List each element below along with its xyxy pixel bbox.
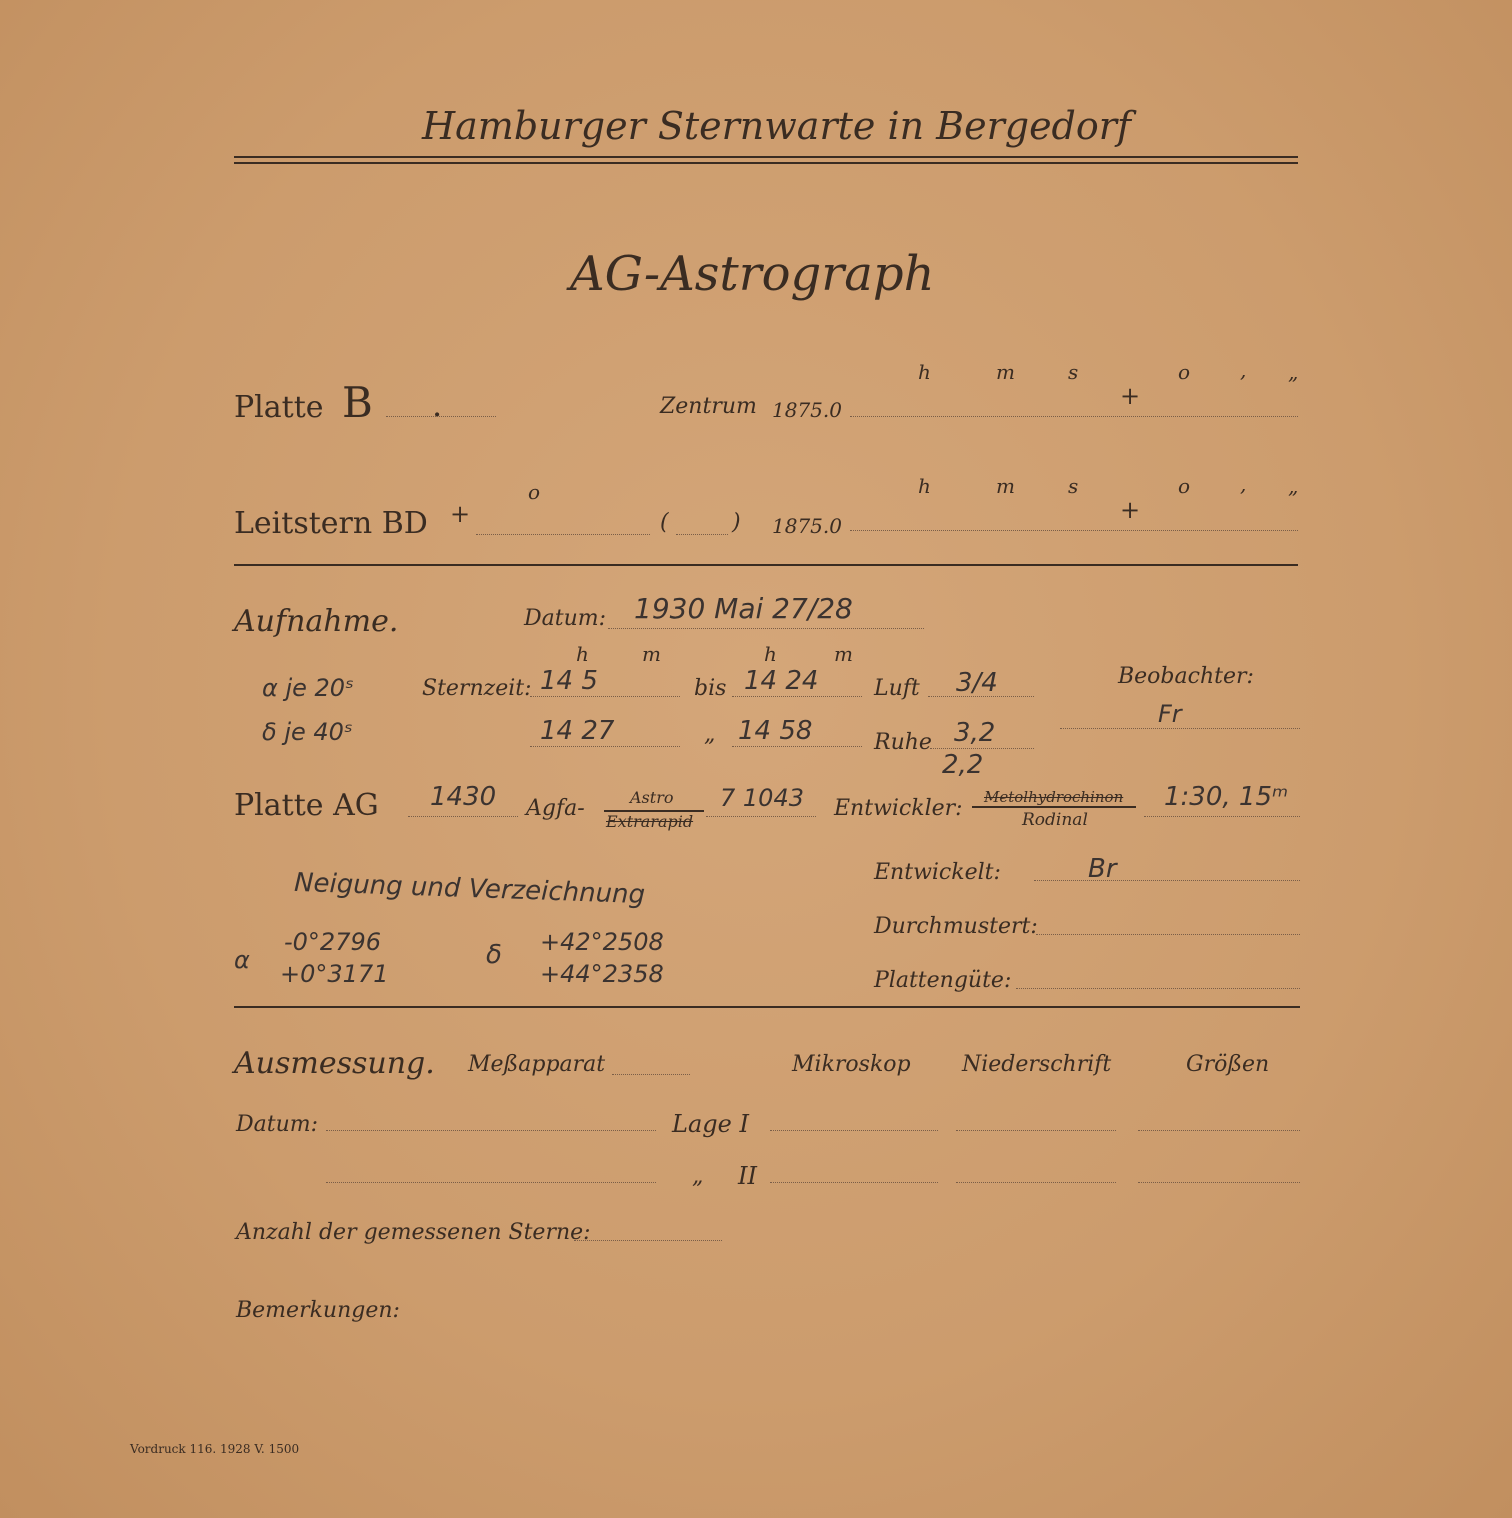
center-unit-m: m	[996, 360, 1015, 384]
position-1-line-a	[770, 1130, 938, 1131]
apparatus-label: Meßapparat	[468, 1052, 606, 1077]
form-number: Vordruck 116. 1928 V. 1500	[130, 1442, 300, 1456]
plate-ag-line	[408, 816, 518, 817]
observer-label: Beobachter:	[1118, 664, 1254, 689]
sidereal-end-1: 14 24	[744, 666, 819, 696]
tilt-alpha-2: +0°3171	[280, 960, 389, 988]
exposure-date-line	[608, 628, 924, 629]
guide-unit-m: m	[996, 474, 1015, 498]
tilt-delta-symbol: δ	[486, 940, 502, 970]
center-unit-deg: o	[1178, 360, 1191, 384]
measurement-title: Ausmessung.	[234, 1046, 435, 1081]
guide-paren-open: (	[660, 510, 669, 535]
guide-coord-line	[850, 530, 1298, 531]
observer-value: Fr	[1158, 700, 1182, 728]
plate-ag-label: Platte AG	[234, 788, 379, 823]
section-rule-1	[234, 564, 1298, 566]
sidereal-ditto: „	[704, 722, 716, 747]
plate-label: Platte	[234, 390, 324, 425]
plate-line	[386, 416, 496, 417]
measurement-date-line	[326, 1130, 656, 1131]
sidereal-h2: h	[764, 642, 777, 666]
developed-label: Entwickelt:	[874, 860, 1001, 885]
sidereal-m1: m	[642, 642, 661, 666]
guide-unit-s: s	[1068, 474, 1079, 498]
record-label: Niederschrift	[962, 1052, 1112, 1077]
center-unit-min: ,	[1240, 358, 1247, 382]
calm-line	[930, 748, 1034, 749]
inspected-label: Durchmustert:	[874, 914, 1038, 939]
quality-label: Plattengüte:	[874, 968, 1012, 993]
note-alpha: α je 20ˢ	[262, 674, 355, 702]
air-label: Luft	[874, 676, 920, 701]
developed-value: Br	[1088, 854, 1117, 884]
guide-star-label: Leitstern BD	[234, 506, 428, 541]
guide-unit-min: ,	[1240, 472, 1247, 496]
observatory-title: Hamburger Sternwarte in Bergedorf	[422, 104, 1131, 148]
sidereal-label: Sternzeit:	[422, 676, 532, 701]
developer-label: Entwickler:	[834, 796, 963, 821]
guide-star-line	[476, 534, 650, 535]
sidereal-start-1: 14 5	[540, 666, 598, 696]
guide-star-deg: o	[528, 480, 541, 504]
sizes-label: Größen	[1186, 1052, 1270, 1077]
guide-unit-sec: „	[1288, 474, 1299, 498]
guide-epoch: 1875.0	[772, 514, 842, 538]
plate-dot: .	[432, 386, 443, 424]
plate-value: B	[342, 378, 373, 427]
position-2-line-c	[1138, 1182, 1300, 1183]
position-1-label: Lage I	[672, 1110, 749, 1138]
tilt-delta-1: +42°2508	[540, 928, 664, 956]
quality-line	[1016, 988, 1300, 989]
sidereal-line-1b	[732, 696, 862, 697]
tilt-alpha-symbol: α	[234, 946, 250, 974]
inspected-line	[1036, 934, 1300, 935]
calm-value-1: 3,2	[954, 718, 996, 748]
agfa-label: Agfa-	[526, 796, 585, 821]
calm-label: Ruhe	[874, 730, 932, 755]
tilt-alpha-1: -0°2796	[284, 928, 382, 956]
microscope-label: Mikroskop	[792, 1052, 911, 1077]
sidereal-line-1a	[530, 696, 680, 697]
exposure-date-label: Datum:	[524, 606, 607, 631]
guide-plus: +	[1120, 496, 1141, 524]
plate-ag-number: 1430	[430, 782, 497, 812]
guide-unit-h: h	[918, 474, 931, 498]
guide-paren-line	[676, 534, 728, 535]
stars-count-label: Anzahl der gemessenen Sterne:	[236, 1220, 591, 1245]
air-value: 3/4	[956, 668, 998, 698]
guide-star-plus: +	[450, 500, 471, 528]
center-unit-h: h	[918, 360, 931, 384]
header-rule-bottom	[234, 162, 1298, 164]
developer-value: 1:30, 15ᵐ	[1164, 782, 1289, 812]
center-plus: +	[1120, 382, 1141, 410]
sidereal-h1: h	[576, 642, 589, 666]
exposure-date-value: 1930 Mai 27/28	[634, 592, 853, 625]
stars-count-line	[574, 1240, 722, 1241]
calm-value-2: 2,2	[942, 750, 984, 780]
tilt-delta-2: +44°2358	[540, 960, 664, 988]
header-rule-top	[234, 156, 1298, 158]
center-line	[850, 416, 1298, 417]
emulsion-bottom: Extrarapid	[606, 812, 694, 831]
exposure-title: Aufnahme.	[234, 604, 399, 639]
emulsion-number: 7 1043	[720, 784, 804, 812]
instrument-title: AG-Astrograph	[570, 246, 935, 302]
measurement-date-label: Datum:	[236, 1112, 319, 1137]
center-label: Zentrum	[660, 394, 757, 419]
apparatus-line	[612, 1074, 690, 1075]
sidereal-to-label: bis	[694, 676, 727, 701]
developer-fraction-line	[972, 806, 1136, 808]
guide-paren-close: )	[732, 510, 741, 535]
note-delta: δ je 40ˢ	[262, 718, 353, 746]
center-epoch: 1875.0	[772, 398, 842, 422]
position-1-line-b	[956, 1130, 1116, 1131]
guide-unit-deg: o	[1178, 474, 1191, 498]
sidereal-m2: m	[834, 642, 853, 666]
section-rule-2	[234, 1006, 1300, 1008]
developer-bottom: Rodinal	[1022, 810, 1088, 830]
measurement-date-line-2	[326, 1182, 656, 1183]
emulsion-number-line	[706, 816, 816, 817]
sidereal-end-2: 14 58	[738, 716, 813, 746]
sidereal-start-2: 14 27	[540, 716, 615, 746]
developer-top: Metolhydrochinon	[984, 788, 1124, 806]
position-2-label: II	[738, 1162, 757, 1190]
sidereal-line-2b	[732, 746, 862, 747]
developed-line	[1034, 880, 1300, 881]
remarks-label: Bemerkungen:	[236, 1298, 400, 1323]
developer-value-line	[1144, 816, 1300, 817]
position-ditto: „	[692, 1164, 704, 1189]
sidereal-line-2a	[530, 746, 680, 747]
position-2-line-b	[956, 1182, 1116, 1183]
observer-line	[1060, 728, 1300, 729]
center-unit-s: s	[1068, 360, 1079, 384]
center-unit-sec: „	[1288, 360, 1299, 384]
tilt-heading: Neigung und Verzeichnung	[293, 867, 646, 911]
position-2-line-a	[770, 1182, 938, 1183]
emulsion-top: Astro	[630, 788, 674, 807]
position-1-line-c	[1138, 1130, 1300, 1131]
